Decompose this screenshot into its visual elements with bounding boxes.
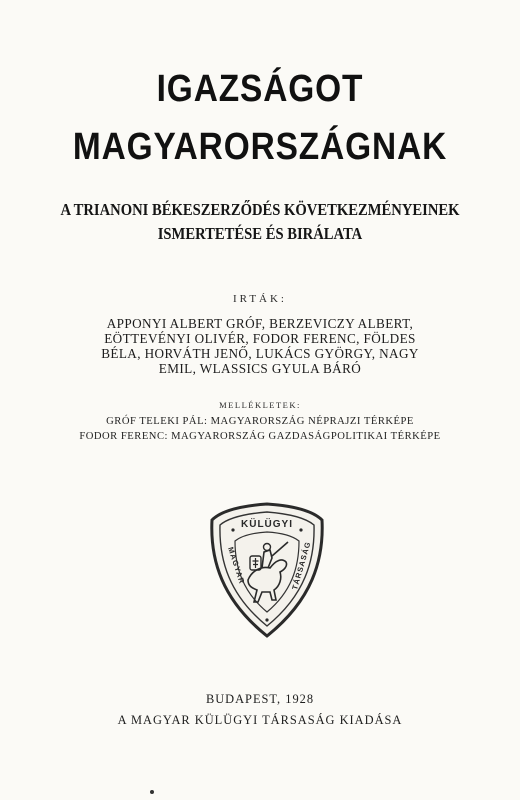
appendix-line: GRÓF TELEKI PÁL: MAGYARORSZÁG NÉPRAJZI TÉRKÉPE: [106, 416, 414, 427]
appendix-line: FODOR FERENC: MAGYARORSZÁG GAZDASÁGPOLITIKAI TÉRKÉPE: [79, 431, 441, 442]
svg-text:MAGYAR: MAGYAR: [226, 545, 247, 586]
authors-line: APPONYI ALBERT GRÓF, BERZEVICZY ALBERT,: [106, 316, 414, 331]
book-subtitle-line-1: A TRIANONI BÉKESZERZŐDÉS KÖVETKEZMÉNYEINEK: [60, 200, 460, 219]
book-title-line-2: MAGYARORSZÁGNAK: [72, 126, 448, 168]
book-subtitle-line-2: ISMERTETÉSE ÉS BIRÁLATA: [157, 224, 363, 243]
ink-speck: [150, 790, 154, 794]
authors-line: BÉLA, HORVÁTH JENŐ, LUKÁCS GYÖRGY, NAGY: [101, 346, 419, 361]
appendices-heading: MELLÉKLETEK:: [219, 400, 301, 410]
authors-heading: IRTÁK:: [232, 293, 287, 305]
book-title-line-1: IGAZSÁGOT: [156, 68, 364, 110]
authors-line: EÖTTEVÉNYI OLIVÉR, FODOR FERENC, FÖLDES: [104, 331, 416, 346]
imprint-place-year: BUDAPEST, 1928: [205, 692, 315, 706]
imprint-publisher: A MAGYAR KÜLÜGYI TÁRSASÁG KIADÁSA: [117, 713, 403, 727]
svg-text:TÁRSASÁG: TÁRSASÁG: [290, 540, 313, 591]
svg-text:KÜLÜGYI: KÜLÜGYI: [241, 519, 293, 530]
authors-line: EMIL, WLASSICS GYULA BÁRÓ: [158, 361, 362, 376]
society-seal-emblem: [208, 500, 326, 640]
